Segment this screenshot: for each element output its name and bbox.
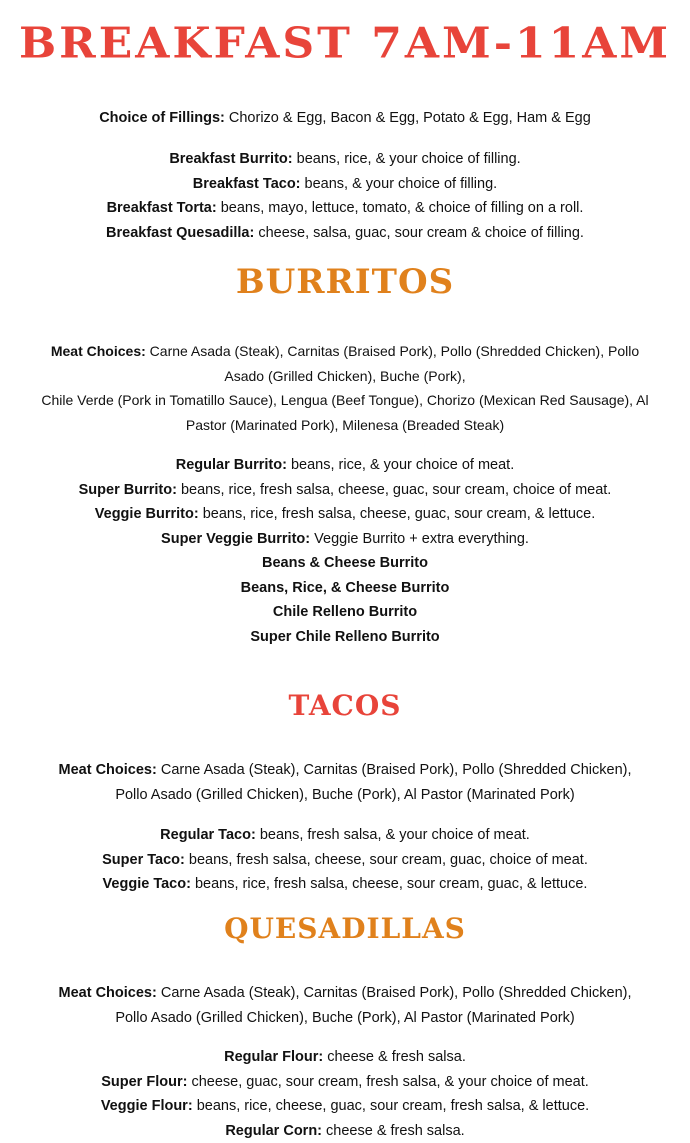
menu-item: [20, 527, 670, 552]
menu-item: [20, 823, 670, 848]
item-desc: cheese, salsa, guac, sour cream & choice of filling.: [258, 225, 584, 241]
tacos-heading: TACOS: [0, 689, 690, 723]
meat-text: Carne Asada (Steak), Carnitas (Braised Pork), Pollo (Shredded Chicken),: [161, 985, 632, 1001]
fillings-label: Choice of Fillings:: [99, 110, 225, 126]
item-desc: beans, rice, & your choice of filling.: [297, 151, 521, 167]
meat-line: Pastor (Marinated Pork), Milenesa (Breaded Steak): [20, 413, 670, 438]
quesadilla-items: [20, 1045, 670, 1143]
menu-item: [20, 147, 670, 172]
meat-line: Chile Verde (Pork in Tomatillo Sauce), Lengua (Beef Tongue), Chorizo (Mexican Red Sausage), Al: [20, 388, 670, 413]
fillings-line: [20, 106, 670, 131]
item-desc: beans, & your choice of filling.: [305, 176, 498, 192]
taco-items: [20, 823, 670, 897]
item-name: Regular Burrito:: [176, 457, 287, 473]
item-name: Super Veggie Burrito:: [161, 531, 310, 547]
meat-text: Carne Asada (Steak), Carnitas (Braised Pork), Pollo (Shredded Chicken), Pollo: [150, 343, 639, 359]
meat-line: Pollo Asado (Grilled Chicken), Buche (Pork), Al Pastor (Marinated Pork): [20, 1006, 670, 1031]
meat-line: Pollo Asado (Grilled Chicken), Buche (Pork), Al Pastor (Marinated Pork): [20, 783, 670, 808]
menu-item: Chile Relleno Burrito: [20, 600, 670, 625]
item-desc: beans, fresh salsa, cheese, sour cream, guac, choice of meat.: [189, 852, 588, 868]
item-name: Breakfast Quesadilla:: [106, 225, 254, 241]
item-desc: beans, rice, cheese, guac, sour cream, fresh salsa, & lettuce.: [197, 1098, 590, 1114]
item-name: Breakfast Burrito:: [169, 151, 292, 167]
menu-item: [20, 196, 670, 221]
menu-item: [20, 172, 670, 197]
item-name: Veggie Burrito:: [95, 506, 199, 522]
menu-item: [20, 478, 670, 503]
menu-item: [20, 221, 670, 246]
burritos-meat-choices: [20, 339, 670, 437]
item-name: Regular Corn:: [225, 1123, 322, 1139]
item-desc: beans, fresh salsa, & your choice of meat.: [260, 827, 530, 843]
fillings-text: Chorizo & Egg, Bacon & Egg, Potato & Egg, Ham & Egg: [229, 110, 591, 126]
item-desc: cheese, guac, sour cream, fresh salsa, & your choice of meat.: [191, 1074, 588, 1090]
meat-line: Asado (Grilled Chicken), Buche (Pork),: [20, 364, 670, 389]
meat-line: [20, 981, 670, 1006]
menu-item: [20, 848, 670, 873]
burritos-heading: BURRITOS: [0, 262, 690, 302]
menu-item: Super Chile Relleno Burrito: [20, 625, 670, 650]
tacos-meat-choices: [20, 758, 670, 807]
item-desc: Veggie Burrito + extra everything.: [314, 531, 529, 547]
menu-item: [20, 872, 670, 897]
burrito-items: [20, 453, 670, 649]
menu-item: [20, 453, 670, 478]
meat-label: Meat Choices:: [59, 985, 157, 1001]
item-desc: cheese & fresh salsa.: [327, 1049, 466, 1065]
menu-item: [20, 1094, 670, 1119]
meat-text: Carne Asada (Steak), Carnitas (Braised Pork), Pollo (Shredded Chicken),: [161, 762, 632, 778]
menu-item: Beans & Cheese Burrito: [20, 551, 670, 576]
item-name: Breakfast Torta:: [107, 200, 217, 216]
item-desc: beans, rice, fresh salsa, cheese, guac, sour cream, & lettuce.: [203, 506, 596, 522]
item-desc: beans, rice, & your choice of meat.: [291, 457, 514, 473]
item-name: Super Taco:: [102, 852, 185, 868]
meat-label: Meat Choices:: [59, 762, 157, 778]
quesadillas-heading: QUESADILLAS: [0, 912, 690, 946]
item-name: Veggie Flour:: [101, 1098, 193, 1114]
meat-line: [20, 758, 670, 783]
menu-item: [20, 1119, 670, 1143]
item-name: Super Burrito:: [79, 482, 177, 498]
meat-line: [20, 339, 670, 364]
breakfast-fillings: [20, 106, 670, 131]
item-desc: beans, mayo, lettuce, tomato, & choice of filling on a roll.: [221, 200, 584, 216]
breakfast-items: [20, 147, 670, 245]
quesadillas-meat-choices: [20, 981, 670, 1030]
menu-item: [20, 1045, 670, 1070]
item-desc: beans, rice, fresh salsa, cheese, guac, sour cream, choice of meat.: [181, 482, 611, 498]
item-name: Regular Taco:: [160, 827, 256, 843]
item-desc: cheese & fresh salsa.: [326, 1123, 465, 1139]
item-name: Regular Flour:: [224, 1049, 323, 1065]
menu-item: [20, 1070, 670, 1095]
item-name: Super Flour:: [101, 1074, 187, 1090]
item-desc: beans, rice, fresh salsa, cheese, sour cream, guac, & lettuce.: [195, 876, 588, 892]
breakfast-heading: BREAKFAST 7AM-11AM: [0, 19, 690, 68]
menu-item: Beans, Rice, & Cheese Burrito: [20, 576, 670, 601]
item-name: Veggie Taco:: [103, 876, 191, 892]
item-name: Breakfast Taco:: [193, 176, 301, 192]
meat-label: Meat Choices:: [51, 343, 146, 359]
menu-item: [20, 502, 670, 527]
